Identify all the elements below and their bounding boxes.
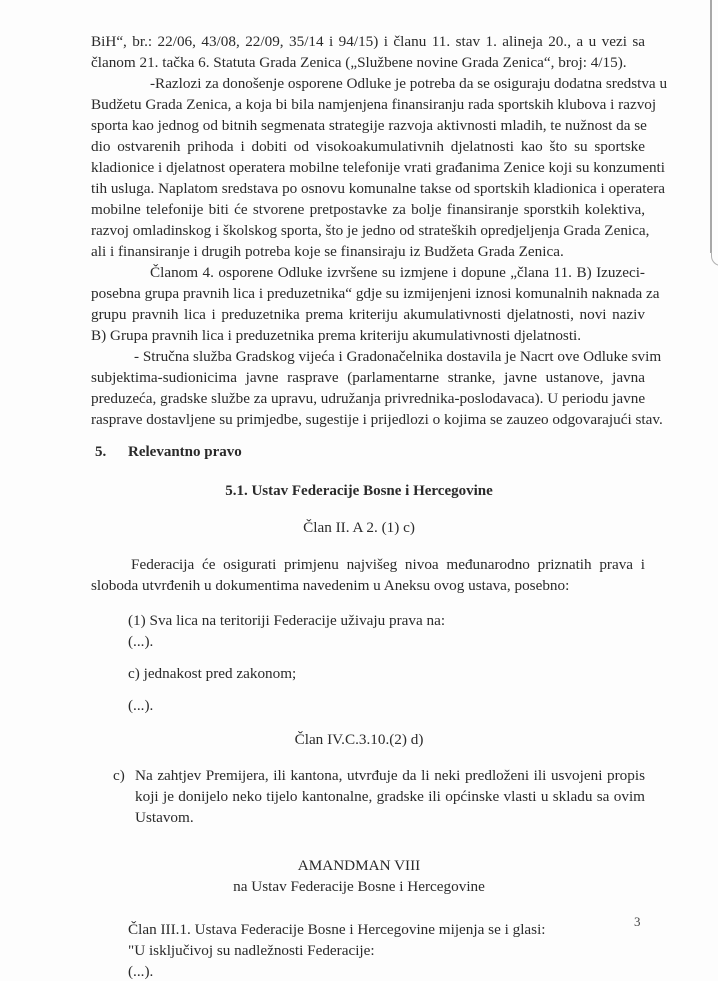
paragraph-line: "U isključivoj su nadležnosti Federacije: [128,942,375,959]
section-number: 5. [95,444,107,460]
ellipsis: (...). [128,633,154,650]
paragraph-line: grupu pravnih lica i preduzetnika prema kriteriju akumulativnosti djelatnosti, novi naziv [91,306,645,323]
paragraph-line: B) Grupa pravnih lica i preduzetnika prema kriteriju akumulativnosti djelatnosti. [91,327,582,344]
ellipsis: (...). [128,697,154,714]
section-title: Relevantno pravo [128,444,242,460]
amendment-title: AMANDMAN VIII [297,857,421,874]
list-label: c) [113,767,125,784]
ellipsis: (...). [128,963,154,980]
subsection-title: 5.1. Ustav Federacije Bosne i Hercegovine [225,483,493,499]
paragraph-line: preduzeća, gradske službe za upravu, udružanja privrednika-poslodavaca). U periodu javne [91,390,646,407]
paragraph-line: Član III.1. Ustava Federacije Bosne i Hercegovine mijenja se i glasi: [128,921,546,938]
paragraph-line: mobilne telefonije biti će stvorene pretpostavke za bolje finansiranje sporstkih kolektiva, [91,201,645,218]
paragraph-line: Budžetu Grada Zenica, a koja bi bila namjenjena finansiranju rada sportskih klubova i razvoj [91,96,657,113]
paragraph-line: Članom 4. osporene Odluke izvršene su izmjene i dopune „člana 11. B) Izuzeci- [150,264,645,281]
article-heading: Član IV.C.3.10.(2) d) [294,731,424,748]
paragraph-line: sporta kao jednog od bitnih segmenata strategije razvoja aktivnosti mladih, te nužnost da se [91,117,647,134]
paragraph-line: ali i finansiranje i drugih potreba koje se finansiraju iz Budžeta Grada Zenica. [91,243,564,260]
paragraph-line: koji je donijelo neko tijelo kantonalne, gradske ili općinske vlasti u skladu sa ovim [135,788,645,805]
paragraph-line: Na zahtjev Premijera, ili kantona, utvrđuje da li neki predloženi ili usvojeni propis [135,767,645,784]
page-edge-curl [711,252,718,266]
paragraph-line: rasprave dostavljene su primjedbe, sugestije i prijedlozi o kojima se zauzeo odgovarajući stav. [91,411,663,428]
list-item: c) jednakost pred zakonom; [128,665,297,682]
paragraph-line: Federacija će osigurati primjenu najvišeg nivoa međunarodno priznatih prava i [131,556,645,573]
paragraph-line: -Razlozi za donošenje osporene Odluke je potreba da se osiguraju dodatna sredstva u [150,75,668,92]
paragraph-line: članom 21. tačka 6. Statuta Grada Zenica („Službene novine Grada Zenica“, broj: 4/15). [91,54,627,71]
paragraph-line: kladionice i djelatnost operatera mobilne telefonije vrati građanima Zenice koji su konzumenti [91,159,665,176]
paragraph-line: BiH“, br.: 22/06, 43/08, 22/09, 35/14 i 94/15) i članu 11. stav 1. alineja 20., a u vezi sa [91,33,645,50]
amendment-subtitle: na Ustav Federacije Bosne i Hercegovine [233,878,485,895]
paragraph-line: posebna grupa pravnih lica i preduzetnika“ gdje su izmijenjeni iznosi komunalnih naknada za [91,285,660,302]
page-number: 3 [634,914,641,929]
page-edge-line [710,0,712,253]
list-item: (1) Sva lica na teritoriji Federacije uživaju prava na: [128,612,446,629]
paragraph-line: razvoj omladinskog i školskog sporta, što je jedno od strateških opredjeljenja Grada Zenica, [91,222,650,239]
paragraph-line: subjektima-sudionicima javne rasprave (parlamentarne stranke, javne ustanove, javna [91,369,645,386]
paragraph-line: dio ostvarenih prihoda i dobiti od visokoakumulativnih djelatnosti kao što su sportske [91,138,645,155]
paragraph-line: tih usluga. Naplatom sredstava po osnovu komunalne takse od sportskih kladionica i operatera [91,180,666,197]
paragraph-line: sloboda utvrđenih u dokumentima navedenim u Aneksu ovog ustava, posebno: [91,577,570,594]
paragraph-line: Ustavom. [135,809,194,826]
article-heading: Član II. A 2. (1) c) [303,519,415,536]
paragraph-line: - Stručna služba Gradskog vijeća i Gradonačelnika dostavila je Nacrt ove Odluke svim [134,348,662,365]
